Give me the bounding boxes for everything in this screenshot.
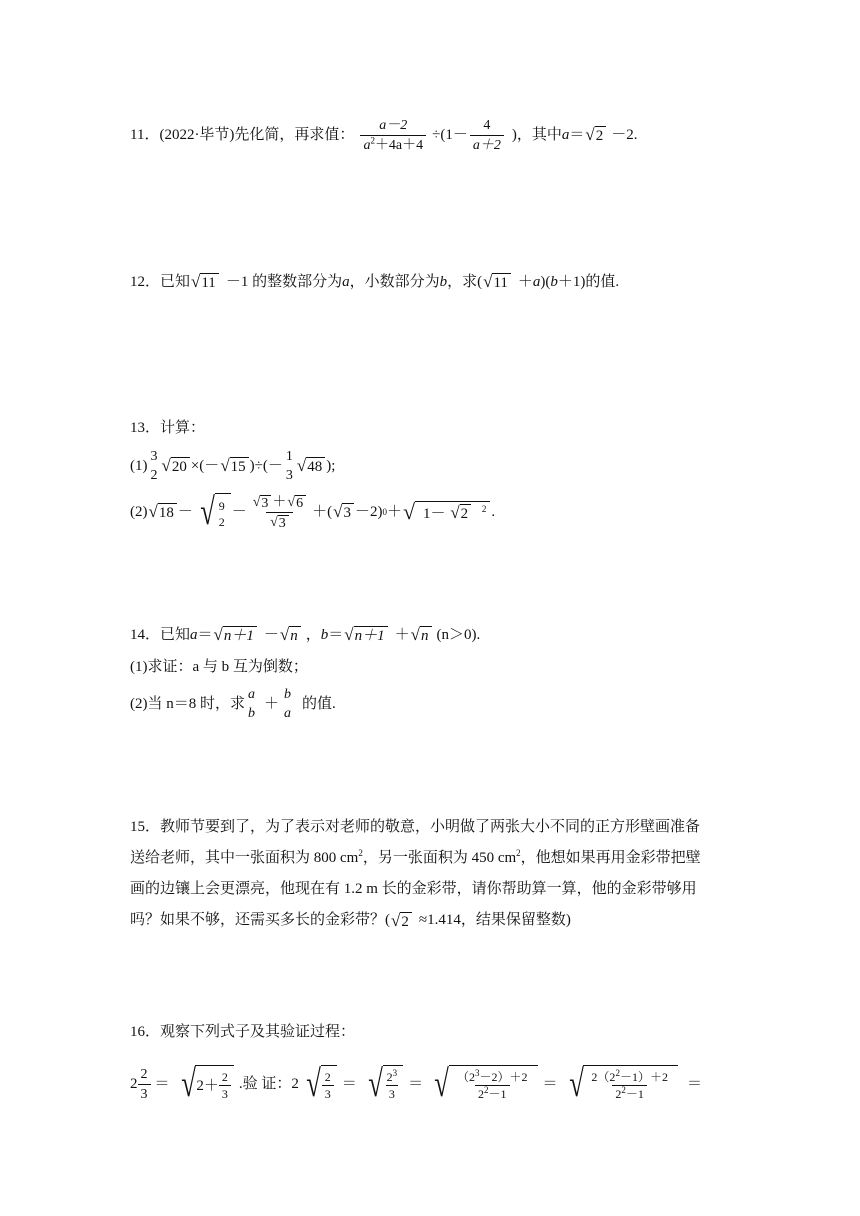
q13-p2-inner-rad: 2: [460, 504, 472, 522]
question-13-title: [130, 418, 205, 438]
q16-title: 16．观察下列式子及其验证过程：: [130, 1024, 356, 1040]
q13-p2-f2-r1: 3: [260, 495, 271, 511]
q11-div-open: ÷(1－: [432, 127, 468, 143]
q16-radical-1: √ 2＋ $\frac{2}{3}$: [175, 1065, 234, 1103]
question-12: [130, 272, 619, 292]
q13-p1-rad2: 15: [230, 457, 249, 475]
q11-radical: √ 2: [585, 126, 606, 144]
q13-p2-plus2: ＋: [386, 504, 402, 520]
q13-p1-rad1: 20: [171, 457, 190, 475]
q13-p2-frac-num: 9: [218, 498, 225, 513]
q14-p2-f2-den: a: [284, 706, 292, 721]
q11-close: )，其中: [511, 127, 562, 143]
q11-var: a: [561, 127, 570, 143]
q11-prefix: 11．(2022·毕节)先化简，再求值：: [130, 127, 355, 143]
q13-p2-f2-plus: ＋: [272, 494, 287, 510]
q14-rad4: n: [421, 628, 429, 644]
q12-rad2-value: 11: [492, 273, 510, 291]
question-16-title: [130, 1022, 355, 1042]
q14-radical-4: √ n: [411, 626, 432, 644]
q11-tail: －2.: [611, 127, 638, 143]
q14-plus: ＋: [394, 627, 410, 643]
question-13-part-2: (2) √ 18 － √ 9 2 － √ 3 ＋ √ 6 √ 3 ＋( √ 3 －2) 0 ＋ √ 1－ √ 2 $^2$ .: [130, 491, 496, 533]
q13-p1-radical-3: √ 48: [297, 457, 325, 475]
q14-p1: (1)求证：a 与 b 互为倒数；: [130, 659, 308, 675]
q14-rad3: n＋1: [354, 628, 385, 644]
q13-p2-f2-den: 3: [278, 515, 289, 531]
q14-prefix: 14．已知: [130, 627, 191, 643]
q14-eq2: ＝: [328, 627, 344, 643]
q16-int: 2: [130, 1076, 138, 1092]
q15-line-1: 15．教师节要到了，为了表示对老师的敬意，小明做了两张大小不同的正方形壁画准备: [130, 819, 701, 835]
q13-p1-rad3: 48: [306, 457, 325, 475]
q16-end: ＝: [686, 1076, 702, 1092]
q14-p2-pre: (2)当 n＝8 时，求: [130, 696, 245, 712]
q14-radical-3: √ n＋1: [344, 626, 387, 644]
q14-p2-fraction-1: [245, 686, 258, 722]
q16-radical-3: √ $\frac{2^3}{3}$: [362, 1065, 403, 1103]
question-15: [130, 812, 730, 936]
q12-a2: a: [532, 274, 541, 290]
q12-prefix: 12．已知: [130, 274, 191, 290]
q16-radical-4: √ $\frac{(2^3-2)+2}{2^2-1}$: [428, 1065, 537, 1103]
q13-p2-mid: －2): [354, 504, 383, 520]
q14-radical-1: √ n＋1: [214, 626, 257, 644]
q13-p1-frac2-num: 1: [285, 449, 293, 464]
q11-fraction-2: [470, 117, 504, 154]
q11-frac2-den: a＋2: [472, 137, 501, 153]
q13-p1-label: (1): [130, 458, 148, 474]
q13-p2-tail: .: [491, 504, 496, 520]
q13-p2-fraction: [216, 499, 228, 529]
q14-p2-f1-den: b: [248, 706, 255, 721]
q13-p1-fraction-2: [283, 448, 296, 484]
q16-eq-4: ＝: [542, 1076, 558, 1092]
q13-p1-fraction: [148, 448, 161, 484]
question-14-part-1: [130, 657, 308, 677]
q13-p1-frac-num: 3: [150, 449, 158, 464]
q16-radical-5: √ $\frac{2(2^2-1)+2}{2^2-1}$: [563, 1065, 678, 1103]
q13-p2-minus2: －: [231, 504, 247, 520]
q14-a: a: [190, 627, 198, 643]
q14-rad2: n: [290, 628, 298, 644]
q12-mid4: ＋: [517, 274, 533, 290]
q16-eq-2: ＝: [341, 1076, 357, 1092]
q16-eq-1: ＝: [154, 1076, 170, 1092]
q14-cond: (n＞0).: [436, 627, 481, 643]
q11-fraction-1: [360, 117, 426, 154]
q12-b: b: [439, 274, 448, 290]
q13-p1-frac2-den: 3: [285, 468, 293, 483]
question-13-part-1: [130, 447, 335, 485]
q12-rad-value: 11: [200, 273, 218, 291]
question-14: [130, 625, 480, 645]
q13-p2-plus: ＋(: [312, 504, 333, 520]
q15-radical: √ 2: [391, 912, 412, 930]
q12-tail: ＋1)的值.: [557, 274, 620, 290]
q11-frac1-den-a: a: [363, 137, 371, 153]
q13-p2-fraction-2: √ 3 ＋ √ 6 √ 3: [249, 494, 310, 531]
q12-mid3: ，求(: [447, 274, 483, 290]
q14-p2-tail: 的值.: [302, 696, 336, 712]
q16-fraction: $\frac{2}{3}$: [138, 1066, 151, 1103]
q11-frac1-den-exp: 2: [370, 134, 375, 145]
q11-frac1-num: a－2: [379, 117, 408, 133]
q13-p2-radical-3: √ 3: [333, 503, 354, 521]
q13-p1-radical-1: √ 20: [162, 457, 190, 475]
q13-p2-radical-1: √ 18: [149, 503, 177, 521]
q16-verify: .验 证：2: [238, 1076, 299, 1092]
q12-a: a: [342, 274, 350, 290]
q14-comma: ，: [305, 627, 321, 643]
q12-b2: b: [550, 274, 558, 290]
q13-p2-label: (2): [130, 504, 148, 520]
q13-title: 13．计算：: [130, 420, 206, 436]
q13-p1-tail: );: [326, 458, 336, 474]
q16-eq-3: ＝: [408, 1076, 424, 1092]
q13-p2-radical-frac: √ 9 2: [194, 493, 231, 531]
q14-p2-plus: ＋: [264, 696, 280, 712]
q11-eq: ＝: [569, 127, 585, 143]
q13-p1-frac-den: 2: [150, 468, 158, 483]
q14-eq: ＝: [197, 627, 213, 643]
q14-p2-f2-num: b: [284, 687, 292, 702]
q13-p2-rad3: 3: [342, 503, 354, 521]
q13-p1-radical-2: √ 15: [220, 457, 248, 475]
q11-rad-value: 2: [595, 126, 607, 144]
q15-line-3: 画的边镶上会更漂亮，他现在有 1.2 m 长的金彩带，请你帮助算一算，他的金彩带够用: [130, 881, 697, 897]
question-16-verification: [130, 1060, 702, 1108]
q15-line-4: 吗？如果不够，还需买多长的金彩带？( √ 2 ≈1.414，结果保留整数): [130, 910, 571, 930]
q14-p2-fraction-2: [281, 686, 294, 722]
q14-b: b: [320, 627, 329, 643]
q11-frac2-num: 4: [483, 117, 491, 133]
q13-p2-f2-r2: 6: [295, 495, 306, 511]
q14-rad1: n＋1: [223, 628, 254, 644]
q13-p2-rad1: 18: [158, 503, 177, 521]
q12-radical-2: √ 11: [483, 273, 511, 291]
q13-p2-exp2: 2: [481, 504, 487, 514]
q13-p1-mid2: )÷(－: [249, 458, 283, 474]
q12-mid1: －1 的整数部分为: [225, 274, 343, 290]
q13-p2-frac-den: 2: [218, 514, 225, 529]
q14-minus: －: [263, 627, 279, 643]
q13-p1-mid: ×(－: [190, 458, 220, 474]
q13-p2-minus: －: [177, 504, 193, 520]
q13-p2-inner: 1－: [423, 506, 446, 522]
q11-frac1-den-rest: ＋4a＋4: [374, 137, 424, 153]
q12-mid2: ，小数部分为: [349, 274, 440, 290]
q13-p2-radical-outer: √ 1－ √ 2 $^2$: [403, 501, 490, 523]
q14-radical-2: √ n: [280, 626, 301, 644]
question-14-part-2: [130, 684, 336, 724]
q14-p2-f1-num: a: [248, 687, 255, 702]
q16-radical-2: √ $\frac{2}{3}$: [300, 1065, 337, 1103]
q12-mid5: )(: [540, 274, 551, 290]
q15-line-2: 送给老师，其中一张面积为 800 $cm^2$，另一张面积为 450 $cm^2$，他想如果再用金彩带把壁: [130, 848, 701, 866]
question-11: [130, 115, 638, 155]
q12-radical-1: √ 11: [191, 273, 219, 291]
